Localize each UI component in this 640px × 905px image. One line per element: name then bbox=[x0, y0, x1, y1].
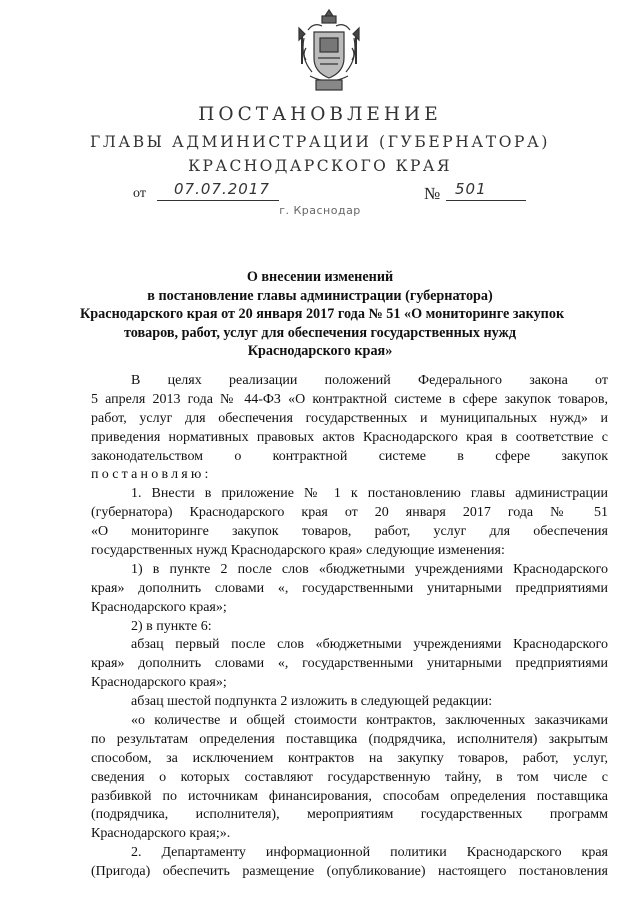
body-line: способом, за исключением контрактов на закупку товаров, работ, услуг, bbox=[91, 750, 608, 766]
body-line: приведения нормативных правовых актов Краснодарского края в соответствие с bbox=[91, 429, 608, 445]
title-line: Краснодарского края от 20 января 2017 года № 51 «О мониторинге закупок bbox=[80, 306, 565, 323]
date-value: 07.07.2017 bbox=[174, 180, 270, 198]
body-line: абзац шестой подпункта 2 изложить в следующей редакции: bbox=[131, 694, 493, 710]
authority-heading: ГЛАВЫ АДМИНИСТРАЦИИ (ГУБЕРНАТОРА) bbox=[89, 133, 551, 151]
body-line: сведения о которых составляют государственную тайну, в том числе с bbox=[91, 769, 608, 785]
region-heading: КРАСНОДАРСКОГО КРАЯ bbox=[188, 157, 452, 175]
body-line: абзац первый после слов «бюджетными учреждениями Краснодарского bbox=[131, 637, 608, 653]
number-label: № bbox=[424, 184, 441, 203]
number-underline bbox=[446, 200, 526, 201]
body-line: «о количестве и общей стоимости контрактов, заключенных заказчиками bbox=[131, 713, 608, 729]
document-type-heading: ПОСТАНОВЛЕНИЕ bbox=[198, 104, 442, 125]
body-line: Краснодарского края;». bbox=[91, 826, 231, 842]
body-line: края» дополнить словами «, государственными унитарными предприятиями bbox=[91, 580, 608, 596]
body-line: 1) в пункте 2 после слов «бюджетными учреждениями Краснодарского bbox=[131, 561, 608, 577]
body-line: постановляю: bbox=[91, 467, 212, 483]
body-line: «О мониторинге закупок товаров, работ, услуг для обеспечения bbox=[91, 524, 608, 540]
title-line: товаров, работ, услуг для обеспечения государственных нужд bbox=[123, 324, 517, 341]
body-line: В целях реализации положений Федерального закона от bbox=[131, 373, 608, 388]
body-line: Краснодарского края»; bbox=[91, 675, 227, 691]
city-label: г. Краснодар bbox=[279, 204, 361, 217]
body-line: работ, услуг для обеспечения государственных и муниципальных нужд» и bbox=[91, 410, 608, 426]
body-line: законодательством о контрактной системе в сфере закупок bbox=[91, 448, 608, 464]
body-line: разбивкой по источникам финансирования, способам определения поставщика bbox=[91, 788, 608, 804]
body-line: (Пригода) обеспечить размещение (опубликование) настоящего постановления bbox=[91, 864, 608, 880]
body-line: 2) в пункте 6: bbox=[131, 618, 212, 634]
coat-of-arms-emblem bbox=[296, 8, 362, 96]
body-line: (губернатора) Краснодарского края от 20 января 2017 года № 51 bbox=[91, 505, 608, 521]
number-value: 501 bbox=[455, 180, 487, 198]
body-line: (подрядчика, исполнителя), мероприятиям государственных программ bbox=[91, 807, 608, 823]
title-line: Краснодарского края» bbox=[247, 343, 393, 360]
body-line: государственных нужд Краснодарского края» следующие изменения: bbox=[91, 543, 505, 559]
body-line: по результатам определения поставщика (подрядчика, исполнителя) закрытым bbox=[91, 731, 608, 747]
body-line: края» дополнить словами «, государственными унитарными предприятиями bbox=[91, 656, 608, 672]
document-body bbox=[91, 372, 608, 882]
document-title bbox=[80, 268, 565, 361]
title-line: О внесении изменений bbox=[246, 269, 394, 285]
body-line: Краснодарского края»; bbox=[91, 599, 227, 615]
title-line: в постановление главы администрации (губернатора) bbox=[147, 287, 493, 304]
body-line: 5 апреля 2013 года № 44-ФЗ «О контрактной системе в сфере закупок товаров, bbox=[91, 391, 608, 407]
date-underline bbox=[157, 200, 279, 201]
body-line: 1. Внести в приложение № 1 к постановлению главы администрации bbox=[131, 486, 608, 502]
body-line: 2. Департаменту информационной политики Краснодарского края bbox=[131, 845, 608, 861]
date-label: от bbox=[133, 186, 146, 201]
